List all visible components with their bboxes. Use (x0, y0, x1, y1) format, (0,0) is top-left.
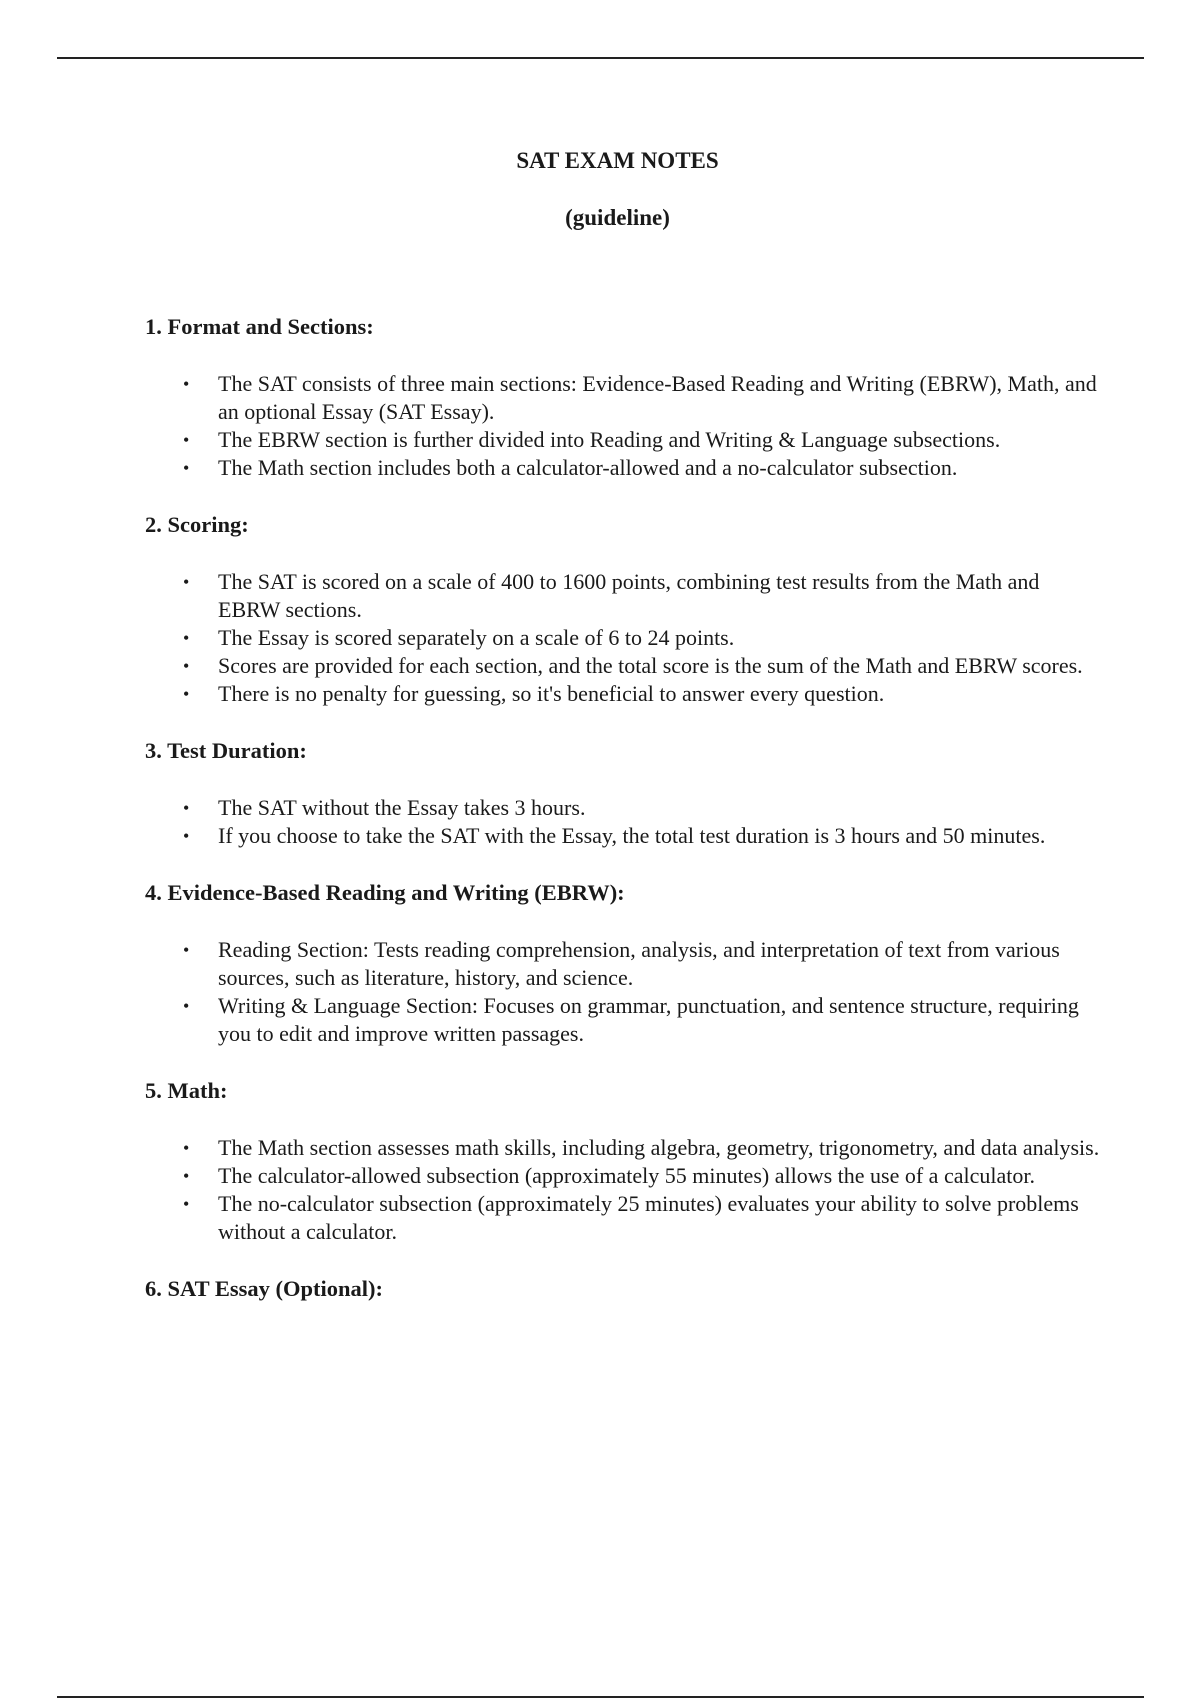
list-item-text: The Essay is scored separately on a scale of 6 to 24 points. (218, 625, 735, 650)
list-item-text: Scores are provided for each section, and the total score is the sum of the Math and EBRW scores. (218, 653, 1083, 678)
section-heading: 1. Format and Sections: (145, 314, 374, 339)
bullet-icon: • (183, 1138, 190, 1158)
list-item (145, 680, 1100, 708)
list-item-text: The EBRW section is further divided into Reading and Writing & Language subsections. (218, 427, 1001, 452)
section (145, 313, 1100, 482)
list-item-text: The Math section includes both a calculator-allowed and a no-calculator subsection. (218, 455, 958, 480)
list-item (145, 426, 1100, 454)
bullet-icon: • (183, 826, 190, 846)
bullet-list (145, 1134, 1100, 1246)
list-item (145, 936, 1100, 992)
bottom-rule (57, 1696, 1144, 1698)
section-heading: 4. Evidence-Based Reading and Writing (EBRW): (145, 880, 625, 905)
bullet-icon: • (183, 458, 190, 478)
top-rule (57, 57, 1144, 59)
bullet-icon: • (183, 1194, 190, 1214)
document-title: SAT EXAM NOTES (516, 148, 719, 173)
bullet-icon: • (183, 798, 190, 818)
list-item (145, 1134, 1100, 1162)
bullet-icon: • (183, 374, 190, 394)
list-item-text: If you choose to take the SAT with the Essay, the total test duration is 3 hours and 50 minutes. (218, 823, 1046, 848)
list-item (145, 624, 1100, 652)
document-subtitle: (guideline) (565, 205, 670, 230)
bullet-list (145, 794, 1100, 850)
section (145, 737, 1100, 850)
list-item-text: Writing & Language Section: Focuses on grammar, punctuation, and sentence structure, requiring you to edit and improve written passages. (218, 993, 1079, 1046)
section (145, 1077, 1100, 1246)
list-item-text: The SAT is scored on a scale of 400 to 1600 points, combining test results from the Math and EBRW sections. (218, 569, 1040, 622)
list-item (145, 1190, 1100, 1246)
bullet-icon: • (183, 940, 190, 960)
list-item-text: The SAT without the Essay takes 3 hours. (218, 795, 586, 820)
list-item-text: The no-calculator subsection (approximately 25 minutes) evaluates your ability to solve problems without a calculator. (218, 1191, 1079, 1244)
list-item-text: The Math section assesses math skills, including algebra, geometry, trigonometry, and data analysis. (218, 1135, 1100, 1160)
section (145, 879, 1100, 1048)
list-item (145, 822, 1100, 850)
list-item (145, 568, 1100, 624)
list-item (145, 992, 1100, 1048)
list-item (145, 370, 1100, 426)
list-item (145, 652, 1100, 680)
bullet-icon: • (183, 1166, 190, 1186)
list-item (145, 794, 1100, 822)
section-heading: 5. Math: (145, 1078, 228, 1103)
list-item-text: The SAT consists of three main sections: Evidence-Based Reading and Writing (EBRW), Math, and an optional Essay (SAT Essay). (218, 371, 1097, 424)
list-item-text: There is no penalty for guessing, so it's beneficial to answer every question. (218, 681, 885, 706)
bullet-list (145, 568, 1100, 708)
section (145, 511, 1100, 708)
bullet-list (145, 936, 1100, 1048)
bullet-icon: • (183, 996, 190, 1016)
bullet-icon: • (183, 628, 190, 648)
bullet-icon: • (183, 572, 190, 592)
sections-container (145, 313, 1100, 1332)
bullet-icon: • (183, 430, 190, 450)
section-heading: 6. SAT Essay (Optional): (145, 1276, 383, 1301)
list-item-text: The calculator-allowed subsection (approximately 55 minutes) allows the use of a calculator. (218, 1163, 1035, 1188)
bullet-icon: • (183, 656, 190, 676)
bullet-list (145, 370, 1100, 482)
list-item (145, 1162, 1100, 1190)
list-item (145, 454, 1100, 482)
section-heading: 3. Test Duration: (145, 738, 307, 763)
section-heading: 2. Scoring: (145, 512, 249, 537)
section (145, 1275, 1100, 1303)
list-item-text: Reading Section: Tests reading comprehension, analysis, and interpretation of text from various sources, such as literature, history, and science. (218, 937, 1060, 990)
bullet-icon: • (183, 684, 190, 704)
